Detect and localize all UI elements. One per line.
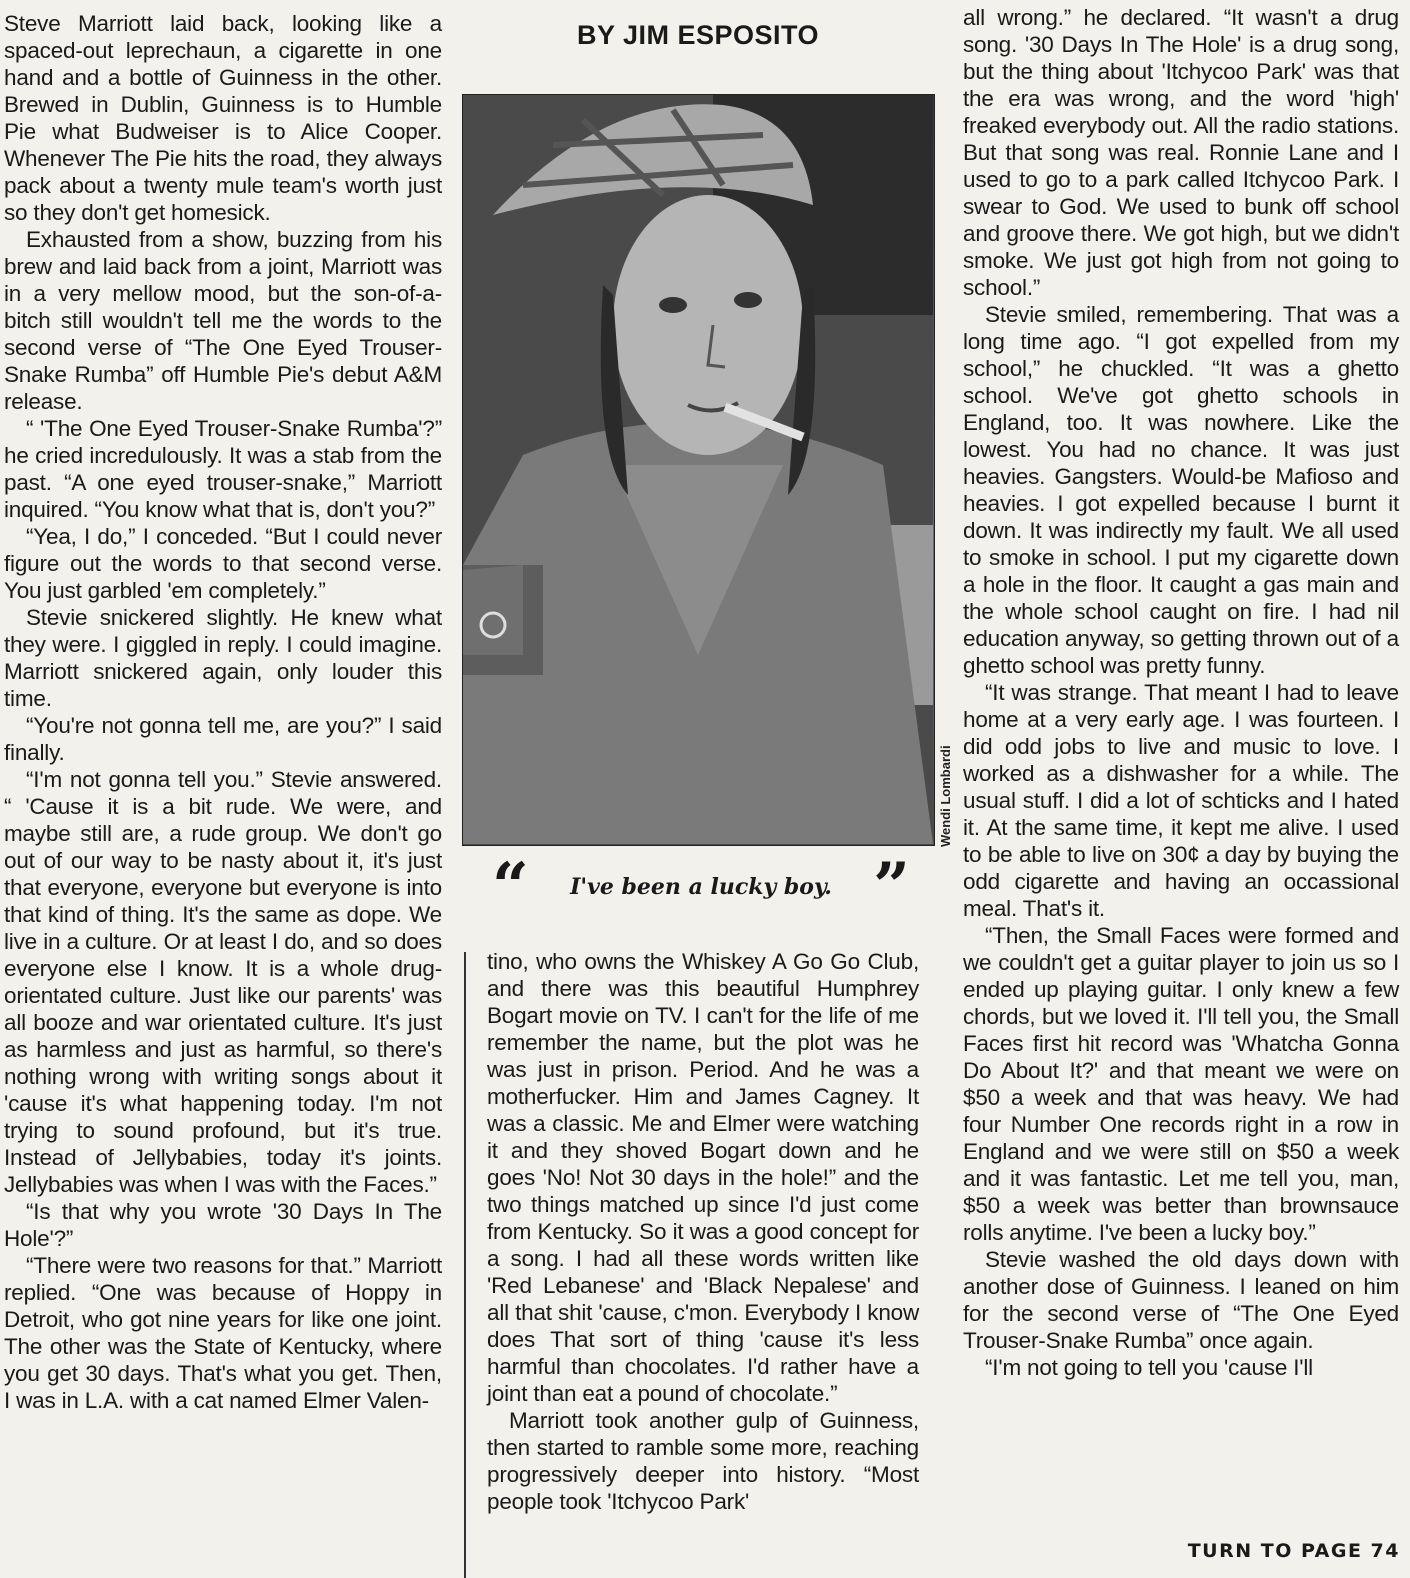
open-quote-mark: “ [492, 849, 529, 924]
pull-quote [492, 849, 910, 924]
article-column-left [4, 10, 442, 1414]
article-column-middle [487, 948, 919, 1515]
article-paragraph: all wrong.” he declared. “It wasn't a drug song. '30 Days In The Hole' is a drug song, but the thing about 'Itchycoo Park' was that the era was wrong, and the word 'high' freaked everybody out. All the radio stations. But that song was real. Ronnie Lane and I used to go to a park called Itchycoo Park. I swear to God. We used to bunk off school and groove there. We got high, but we didn't smoke. We just got high from not going to school.” [963, 5, 1399, 300]
byline: BY JIM ESPOSITO [576, 20, 820, 50]
portrait-illustration [463, 95, 933, 844]
article-paragraph: Steve Marriott laid back, looking like a spaced-out leprechaun, a cigarette in one hand and a bottle of Guinness in the other. Brewed in Dublin, Guinness is to Humble Pie what Budweiser is to Alice Cooper. Whenever The Pie hits the road, they always pack about a twenty mule team's worth just so they don't get homesick. [4, 11, 442, 225]
article-paragraph: “I'm not going to tell you 'cause I'll [985, 1355, 1313, 1380]
article-paragraph: Stevie snickered slightly. He knew what they were. I giggled in reply. I could imagine. Marriott snickered again, only louder this time. [4, 605, 442, 711]
article-column-right [963, 4, 1399, 1381]
article-paragraph: Stevie smiled, remembering. That was a long time ago. “I got expelled from my school,” he chuckled. “It was a ghetto school. We've got ghetto schools in England, too. It was nowhere. Like the lowest. You had no chance. It was just heavies. Gangsters. Would-be Mafioso and heavies. I got expelled because I burnt it down. It was indirectly my fault. We all used to smoke in school. I put my cigarette down a hole in the floor. It caught a gas main and the whole school caught on fire. I had nil education anyway, so getting thrown out of a ghetto school was pretty funny. [963, 302, 1399, 678]
article-paragraph: Stevie washed the old days down with another dose of Guinness. I leaned on him for the second verse of “The One Eyed Trouser-Snake Rumba” once again. [963, 1247, 1399, 1353]
article-paragraph: “Then, the Small Faces were formed and we couldn't get a guitar player to join us so I ended up playing guitar. I only knew a few chords, but we loved it. I'll tell you, the Small Faces first hit record was 'Whatcha Gonna Do About It?' and that meant we were on $50 a week and that was heavy. We had four Number One records right in a row in England and we were still on $50 a week and it was fantastic. Let me tell you, man, $50 a week was better than brownsauce rolls anytime. I've been a lucky boy.” [963, 923, 1399, 1245]
portrait-photo [462, 94, 935, 846]
article-paragraph: “Yea, I do,” I conceded. “But I could never figure out the words to that second verse. You just garbled 'em completely.” [4, 524, 442, 603]
continuation-note: TURN TO PAGE 74 [1187, 1540, 1400, 1562]
article-paragraph: tino, who owns the Whiskey A Go Go Club, and there was this beautiful Humphrey Bogart movie on TV. I can't for the life of me remember the name, but the plot was he was just in prison. Period. And he was a motherfucker. Him and James Cagney. It was a classic. Me and Elmer were watching it and they shoved Bogart down and he goes 'No! Not 30 days in the hole!” and the two things matched up since I'd just come from Kentucky. So it was a good concept for a song. I had all these words written like 'Red Lebanese' and 'Black Nepalese' and all that shit 'cause, c'mon. Everybody I know does That sort of thing 'cause it's less harmful than chocolates. I'd rather have a joint than eat a pound of chocolate.” [487, 949, 919, 1406]
article-paragraph: Exhausted from a show, buzzing from his brew and laid back from a joint, Marriott was in a very mellow mood, but the son-of-a-bitch still wouldn't tell me the words to the second verse of “The One Eyed Trouser-Snake Rumba” off Humble Pie's debut A&M release. [4, 227, 442, 414]
article-paragraph: Marriott took another gulp of Guinness, then started to ramble some more, reaching progressively deeper into history. “Most people took 'Itchycoo Park' [487, 1408, 919, 1514]
column-divider [464, 952, 466, 1578]
photo-credit: Wendi Lombardi [938, 745, 953, 847]
close-quote-mark: ” [873, 849, 910, 924]
article-paragraph: “ 'The One Eyed Trouser-Snake Rumba'?” he cried incredulously. It was a stab from the past. “A one eyed trouser-snake,” Marriott inquired. “You know what that is, don't you?” [4, 416, 442, 522]
pull-quote-text: I've been a lucky boy. [570, 874, 832, 900]
article-paragraph: “You're not gonna tell me, are you?” I said finally. [4, 713, 442, 765]
article-paragraph: “It was strange. That meant I had to leave home at a very early age. I was fourteen. I did odd jobs to live and music to love. I worked as a dishwasher for a while. The usual stuff. I did a lot of schticks and I hated it. At the same time, it kept me alive. I used to be able to live on 30¢ a day by buying the odd cigarette and having an occassional meal. That's it. [963, 680, 1399, 921]
article-paragraph: “There were two reasons for that.” Marriott replied. “One was because of Hoppy in Detroit, who got nine years for like one joint. The other was the State of Kentucky, where you get 30 days. That's what you get. Then, I was in L.A. with a cat named Elmer Valen- [4, 1253, 442, 1413]
article-paragraph: “Is that why you wrote '30 Days In The Hole'?” [4, 1199, 442, 1251]
article-paragraph: “I'm not gonna tell you.” Stevie answered. “ 'Cause it is a bit rude. We were, and maybe still are, a rude group. We don't go out of our way to be nasty about it, it's just that everyone, everyone but everyone is into that kind of thing. It's the same as dope. We live in a culture. Or at least I do, and so does everyone else I know. It is a whole drug-orientated culture. Just like our parents' was all booze and war orientated culture. It's just as harmless and just as harmful, so there's nothing wrong with writing songs about it 'cause it's what happening today. I'm not trying to sound profound, but it's true. Instead of Jellybabies, today it's joints. Jellybabies was when I was with the Faces.” [4, 767, 442, 1197]
